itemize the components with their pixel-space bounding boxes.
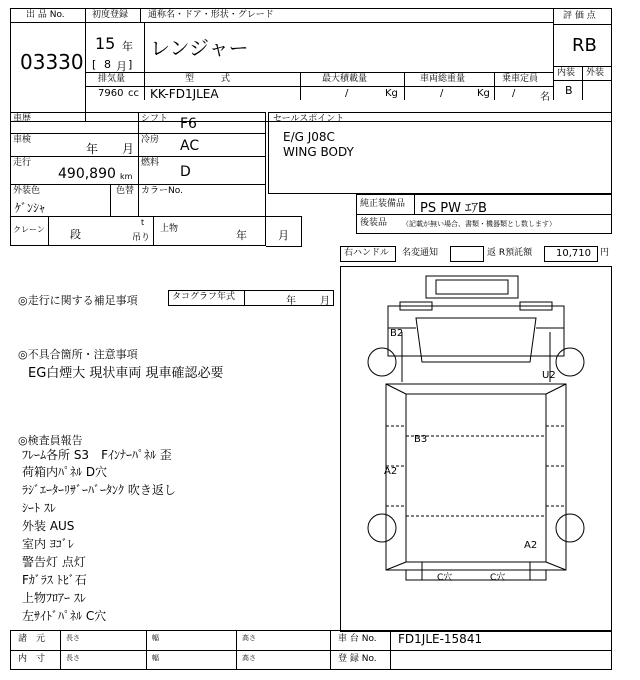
gross-weight-value: / [440, 88, 444, 99]
wheel-front-left [368, 348, 396, 376]
inspector-report-line: 荷箱内ﾊﾟﾈﾙ D穴 [22, 465, 108, 479]
divider [300, 72, 301, 100]
registration-label: 登 録 No. [338, 654, 377, 664]
divider [301, 216, 302, 246]
wheel-rear-right [556, 514, 584, 542]
shift-label: シフト [141, 114, 169, 124]
divider [60, 630, 61, 670]
divider [244, 290, 245, 306]
damage-mark: A2 [524, 540, 538, 551]
genuine-equipment-value: PS PW ｴｱB [420, 201, 487, 216]
defect-title: ◎不具合箇所・注意事項 [18, 348, 138, 361]
inspector-report-line: Fｶﾞﾗｽ ﾄﾋﾞ石 [22, 573, 87, 587]
sales-point-label: セールスポイント [273, 114, 345, 124]
color-code-label: カラーNo. [141, 186, 183, 196]
floor-dashed-lines [406, 436, 546, 516]
max-load-value: / [345, 88, 349, 99]
inspector-report-line: ﾌﾚｰﾑ各所 S3 Fｲﾝﾅｰﾊﾟﾈﾙ 歪 [22, 448, 172, 462]
divider [582, 66, 583, 100]
divider [85, 22, 553, 23]
aftermarket-label: 後装品 [360, 218, 388, 228]
yen-unit: 円 [600, 248, 610, 258]
damage-mark: A2 [384, 466, 398, 477]
grade-label: 評 価 点 [563, 11, 596, 21]
divider [390, 630, 391, 670]
divider [266, 216, 302, 217]
height-label: 高さ [242, 634, 256, 642]
deposit-label: 返 R預託額 [487, 248, 533, 258]
history-label: 車歴 [13, 114, 32, 124]
mileage-value: 490,890 [58, 166, 116, 182]
color-change-label: 色替 [116, 186, 135, 196]
windshield [416, 318, 536, 362]
tacho-label: タコグラフ年式 [172, 292, 236, 302]
divider [10, 184, 266, 185]
rack-label: 上物 [160, 224, 179, 234]
interior-dims-label: 内 寸 [18, 654, 46, 664]
body-corner-lines [386, 384, 566, 570]
inspection-year: 年 [86, 142, 99, 156]
inspector-report-line: 室内 ﾖｺﾞﾚ [22, 537, 74, 551]
divider [85, 72, 553, 73]
mileage-label: 走行 [13, 158, 32, 168]
divider [414, 194, 415, 214]
fuel-label: 燃料 [141, 158, 160, 168]
damage-mark: C穴 [490, 573, 506, 583]
inspection-label: 車検 [13, 135, 32, 145]
divider [10, 650, 612, 651]
km-unit: km [120, 172, 133, 181]
sales-point-line: WING BODY [283, 145, 354, 159]
rhd-label: 右ハンドル [344, 248, 390, 258]
lot-number: 03330 [20, 50, 84, 74]
sales-point-line: E/G J08C [283, 130, 335, 144]
max-load-label: 最大積載量 [322, 74, 368, 84]
name-label: 通称名・ドア・形状・グレード [148, 10, 274, 20]
ac-label: 冷房 [141, 135, 160, 145]
divider [10, 133, 266, 134]
tacho-year: 年 [286, 296, 296, 307]
interior-grade: B [565, 84, 573, 97]
cab-side-line [402, 332, 550, 382]
inspector-report-line: ﾗｼﾞｴｰﾀｰﾘｻﾞｰﾊﾞｰﾀﾝｸ 吹き返し [22, 483, 176, 497]
divider [553, 24, 612, 25]
inspector-report-line: ｼｰﾄ ｽﾚ [22, 501, 56, 515]
displacement-label: 排気量 [98, 74, 126, 84]
divider [236, 630, 237, 670]
first-reg-month: 8 [104, 58, 111, 71]
divider [553, 8, 554, 100]
first-reg-month-bracket: [ [92, 58, 97, 71]
driving-notes-title: ◎走行に関する補足事項 [18, 294, 138, 307]
damage-mark: U2 [542, 370, 556, 381]
first-reg-month-bracket-close: ] [128, 58, 133, 71]
deposit-value: 10,710 [556, 248, 591, 259]
wheel-rear-left [368, 514, 396, 542]
width-label: 幅 [152, 654, 159, 662]
divider [266, 246, 302, 247]
first-reg-year: 15 [95, 34, 116, 53]
tacho-month: 月 [320, 296, 330, 307]
fuel-value: D [180, 164, 191, 180]
wheel-front-right [556, 348, 584, 376]
divider [138, 112, 139, 216]
cc-unit: cc [128, 88, 139, 99]
truck-diagram [340, 266, 612, 632]
header-frame [10, 8, 612, 122]
name-change-box [450, 246, 484, 262]
damage-mark: B2 [390, 328, 404, 339]
divider [85, 8, 86, 122]
interior-label: 内装 [557, 68, 576, 78]
cab-roof-outline [426, 276, 518, 298]
aftermarket-note: （記載が無い場合、書類・機器類とし数します） [402, 220, 556, 228]
rack-year: 年 [236, 229, 247, 242]
defect-text: EG白煙大 現状車両 現車確認必要 [28, 366, 224, 381]
inspector-report-line: 左ｻｲﾄﾞﾊﾟﾈﾙ C穴 [22, 609, 107, 623]
model-code: KK-FD1JLEA [150, 87, 219, 101]
divider [110, 184, 111, 216]
damage-mark: C穴 [437, 573, 453, 583]
length-label: 長さ [66, 634, 80, 642]
gross-weight-label: 車両総重量 [420, 74, 466, 84]
ac-value: AC [180, 138, 200, 154]
divider [494, 72, 495, 100]
damage-mark: B3 [414, 434, 428, 445]
name-change-label: 名変通知 [402, 248, 439, 258]
inspection-month: 月 [122, 142, 135, 156]
dims-label: 諸 元 [18, 634, 46, 644]
divider [10, 156, 266, 157]
crane-label: クレーン [13, 225, 45, 234]
length-label: 長さ [66, 654, 80, 662]
divider [144, 72, 145, 100]
crane-lift: 吊り [132, 233, 151, 243]
inspector-report-title: ◎検査員報告 [18, 434, 83, 447]
divider [48, 216, 49, 246]
inspector-report-line: 外装 AUS [22, 519, 75, 533]
body-outline [386, 384, 566, 570]
displacement-value: 7960 [98, 88, 124, 99]
divider [144, 22, 145, 72]
kg-unit-2: Kg [477, 88, 490, 99]
capacity-value: / [512, 88, 516, 99]
chassis-label: 車 台 No. [338, 634, 377, 644]
crane-stage: 段 [70, 228, 81, 241]
model-code-label: 型 式 [185, 74, 231, 84]
width-label: 幅 [152, 634, 159, 642]
grade-value: RB [572, 35, 597, 56]
shift-value: F6 [180, 116, 197, 132]
inspector-report-line: 上物ﾌﾛｱｰ ｽﾚ [22, 591, 86, 605]
rack-month: 月 [278, 229, 289, 242]
month-unit: 月 [116, 60, 127, 73]
color-label: 外装色 [13, 186, 41, 196]
first-reg-label: 初度登録 [92, 10, 129, 20]
color-value: ｹﾞﾝｼｬ [15, 201, 46, 215]
rear-bumper [406, 570, 546, 580]
kg-unit: Kg [385, 88, 398, 99]
lot-label: 出 品 No. [26, 10, 65, 20]
inspector-report-line: 警告灯 点灯 [22, 555, 86, 569]
body-inner [406, 394, 546, 562]
capacity-unit: 名 [540, 92, 550, 103]
year-unit: 年 [122, 40, 133, 53]
divider [146, 630, 147, 670]
chassis-number: FD1JLE-15841 [398, 632, 483, 646]
exterior-label: 外装 [586, 68, 605, 78]
divider [404, 72, 405, 100]
cab-outline [388, 306, 564, 356]
cab-roof-inner [436, 280, 508, 294]
crane-t: t [141, 218, 145, 227]
model-name: レンジャー [150, 36, 249, 60]
divider [140, 8, 141, 22]
divider [10, 22, 85, 23]
body-dashed-lines [386, 426, 566, 506]
height-label: 高さ [242, 654, 256, 662]
divider [153, 216, 154, 246]
capacity-label: 乗車定員 [502, 74, 539, 84]
genuine-equipment-label: 純正装備品 [360, 199, 406, 209]
divider [330, 630, 331, 670]
